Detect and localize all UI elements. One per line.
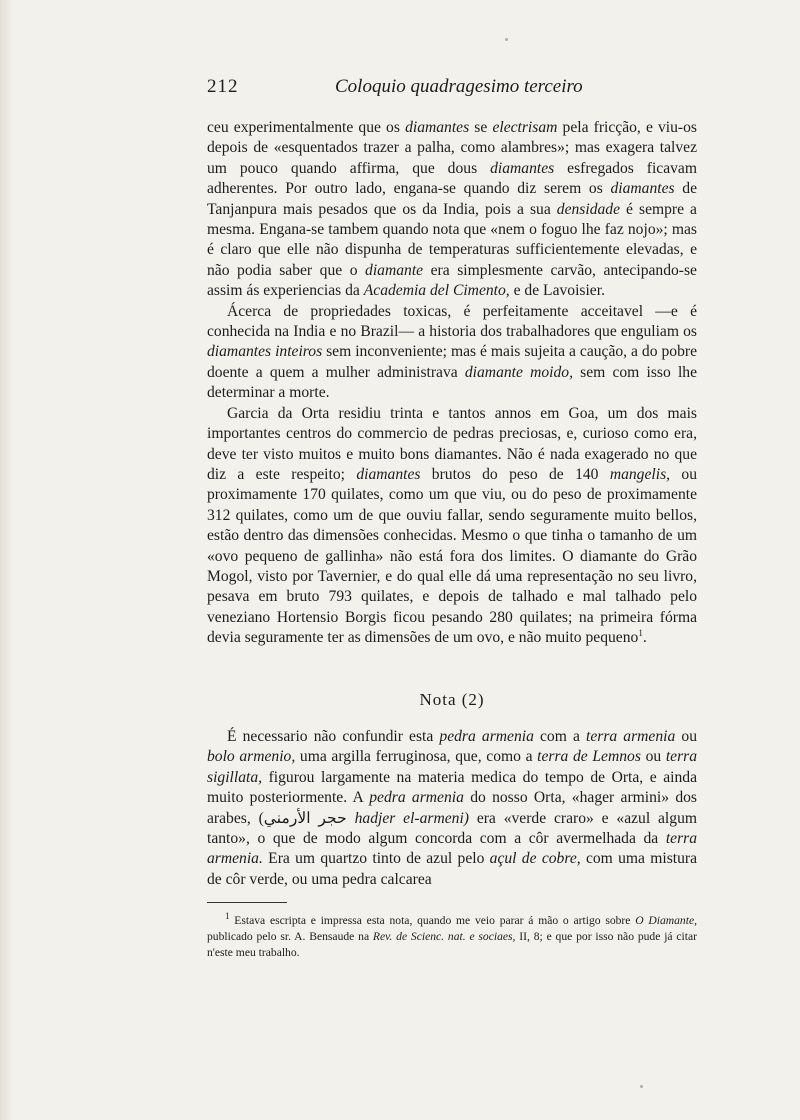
text-run: diamantes (405, 119, 470, 136)
text-run: se (469, 119, 493, 136)
text-run: esfregados ficavam adherentes. Por outro lado, engana-se quando diz serem os (207, 159, 697, 198)
text-run: pedra armenia (439, 728, 534, 745)
text-run: densidade (556, 200, 621, 218)
text-run: Rev. de Scienc. nat. e sociaes, (372, 930, 516, 943)
text-run: do nosso Orta, «hager armini» dos arabes, ( (207, 789, 697, 827)
text-run: O Diamante, (635, 914, 697, 927)
paragraph (207, 302, 697, 404)
text-run: electrisam (492, 119, 558, 136)
text-run: Garcia da Orta residiu trinta e tantos annos em Goa, um dos mais importantes centros do commercio de pedras preciosas, e, curioso como era, deve ter visto muitos e muito bons diamantes. Não é nada exagerado no que diz a este respeito; (207, 404, 697, 483)
paragraph (207, 404, 697, 649)
text-run: de Tanjanpura mais pesados que os da India, pois a sua (207, 180, 697, 218)
note-heading: Nota (2) (419, 690, 485, 709)
text-run: era simplesmente carvão, antecipando-se assim ás experiencias da (207, 261, 697, 300)
text-run: diamante moido, (464, 363, 573, 381)
text-run: Era um quartzo tinto de azul pelo (262, 850, 490, 868)
text-run: diamantes (356, 465, 421, 483)
text-run (347, 810, 355, 827)
footnote-ref: 1 (225, 911, 230, 922)
paragraph (207, 727, 697, 890)
text-run: Academia del Cimento, (363, 282, 510, 300)
text-run: mangelis, (609, 465, 671, 483)
text-run: bolo armenio, (207, 748, 296, 766)
text-run: publicado pelo sr. A. Bensaude na (207, 930, 373, 943)
text-run: com uma mistura de côr verde, ou uma pedra calcarea (207, 850, 698, 888)
text-run: sem inconveniente; mas é mais sujeita a caução, a do pobre doente a quem a mulher administrava (207, 343, 697, 381)
text-run: terra armenia. (207, 830, 697, 868)
text-run: diamantes (610, 180, 675, 198)
text-run: . (642, 629, 647, 647)
note-text (207, 727, 697, 890)
paper-speck (505, 38, 508, 41)
paragraph (207, 118, 697, 302)
text-run: ceu experimentalmente que os (207, 119, 406, 136)
text-run: ou proximamente 170 quilates, como um que viu, ou do peso de proximamente 312 quilates, como um de que ouviu fallar, sendo seguramente muito bellos, estão dentro das dimensões conhecidas. Mesmo o que tinha o tamanho de um «ovo pequeno de gallinha» não está fora dos limites. O diamante do Grão Mogol, visto por Tavernier, e do qual elle dá uma representação no seu livro, pesava em bruto 793 quilates, e depois de talhado e mal talhado pelo veneziano Hortensio Borgis ficou pesando 280 quilates; na primeira fórma devia seguramente ter as dimensões de um ovo, e não muito pequeno (207, 465, 697, 647)
text-run: açul de cobre, (489, 850, 581, 868)
running-title: Coloquio quadragesimo terceiro (335, 76, 583, 97)
text-run: e de Lavoisier. (509, 282, 605, 300)
running-header (207, 76, 697, 102)
text-run: uma argilla ferruginosa, que, como a (295, 748, 538, 766)
page-number: 212 (207, 76, 239, 97)
footnote-rule (207, 902, 287, 903)
text-run: é sempre a mesma. Engana-se tambem quando nota que «nem o foguo lhe faz nojo»; mas é claro que elle não dispunha de temperaturas sufficientemente elevadas, e não podia saber que o (207, 200, 697, 279)
text-run: Ácerca de propriedades toxicas, é perfeitamente acceitavel —e é conhecida na India e no Brazil— a historia dos trabalhadores que enguliam os (207, 302, 697, 341)
text-run: sem com isso lhe determinar a morte. (207, 363, 697, 402)
text-run: figurou largamente na materia medica do tempo de Orta, e ainda muito posteriormente. A (207, 768, 697, 807)
text-run: diamantes (490, 159, 555, 177)
text-run: حجر الأرمني (263, 809, 347, 827)
footnote (207, 913, 697, 961)
text-run: com a (533, 728, 586, 745)
text-run: pela fricção, e viu-os depois de «esquentados trazer a palha, como alambres»; mas exagera talvez um pouco quando affirma, que dous (207, 119, 697, 177)
main-text (207, 118, 697, 649)
text-run: terra de Lemnos (537, 748, 641, 766)
text-run: É necessario não confundir esta (227, 728, 440, 745)
text-run: diamantes inteiros (207, 343, 323, 361)
text-run: terra armenia (586, 728, 676, 745)
text-run: ou (640, 748, 666, 766)
text-run: diamante (365, 261, 424, 279)
paragraph (207, 913, 697, 961)
text-run: brutos do peso de 140 (420, 465, 610, 483)
text-run: pedra armenia (369, 789, 464, 807)
text-run: hadjer el-armeni) (354, 809, 469, 827)
text-run: Estava escripta e impressa esta nota, quando me veio parar á mão o artigo sobre (229, 914, 636, 927)
page-binding-shadow (0, 0, 14, 1120)
text-run: ou (675, 728, 697, 745)
text-run: era «verde craro» e «azul algum tanto», o que de modo algum concorda com a côr avermelhada da (207, 809, 697, 848)
paper-speck (640, 1085, 643, 1088)
text-run: II, 8; e que por isso não pude já citar n'este meu trabalho. (207, 930, 697, 959)
footnote-ref: 1 (638, 627, 643, 638)
text-run: terra sigillata, (207, 748, 698, 786)
